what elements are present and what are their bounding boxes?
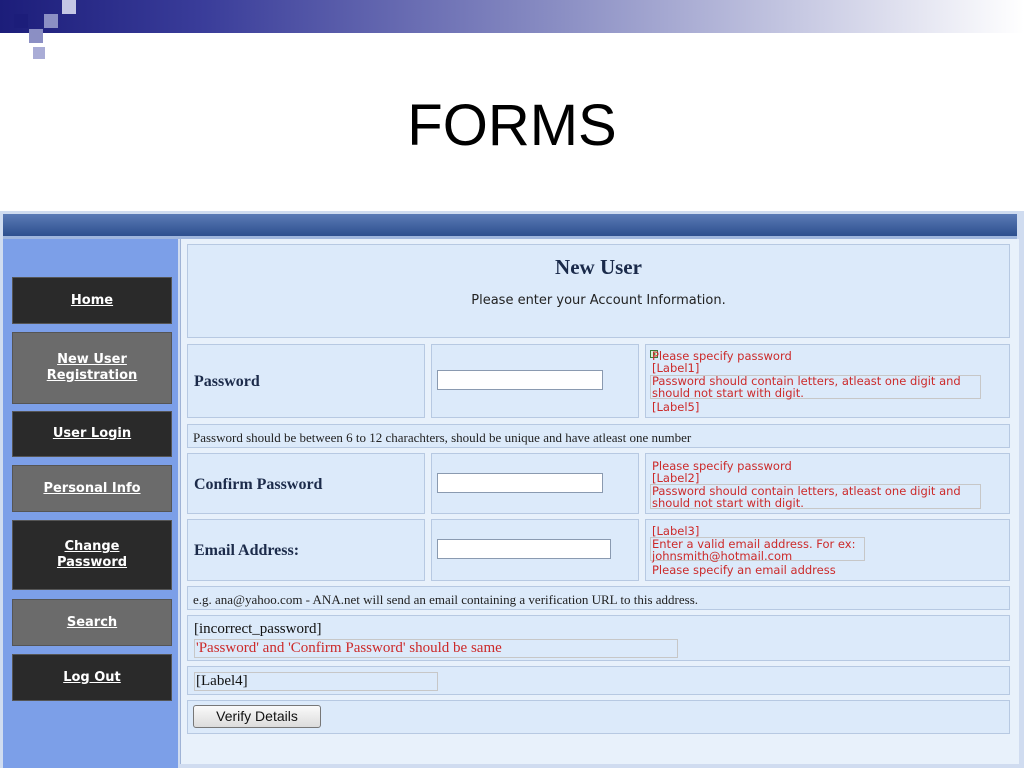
label1-text: [Label1] [652,361,700,375]
label4-cell [187,666,1010,695]
slide-header-bar [0,0,1024,33]
confirm-validator-cell [645,453,1010,514]
form-subheading: Please enter your Account Information. [471,293,726,308]
form-header [187,244,1010,338]
confirm-label-cell [187,453,425,514]
password-required-validator: Please specify password [652,349,792,363]
password-label: Password [194,373,260,390]
form-heading: New User [555,255,642,279]
password-validator-cell [645,344,1010,418]
logo-square [44,14,58,28]
sidebar [3,239,178,768]
compare-validator: 'Password' and 'Confirm Password' should be same [196,640,502,656]
incorrect-password-label: [incorrect_password] [194,621,322,637]
email-label-cell [187,519,425,581]
sidebar-item-new-user-registration[interactable]: New User Registration [12,332,172,404]
error-cell [187,615,1010,661]
label4-text: [Label4] [196,673,248,689]
password-input-cell [431,344,639,418]
confirm-input-cell [431,453,639,514]
email-label: Email Address: [194,542,300,559]
sidebar-item-search[interactable]: Search [12,599,172,646]
sidebar-item-user-login[interactable]: User Login [12,411,172,457]
main-content [180,239,1019,764]
logo-square [29,29,43,43]
email-note: e.g. ana@yahoo.com - ANA.net will send an email containing a verification URL to this address. [193,592,699,607]
app-window [0,211,1024,768]
verify-details-label: Verify Details [216,708,298,724]
email-validator-cell [645,519,1010,581]
password-format-validator: Password should contain letters, atleast one digit and should not start with digit. [652,374,961,400]
slide-title: FORMS [407,93,617,158]
sidebar-item-personal-info[interactable]: Personal Info [12,465,172,512]
logo-square [62,0,76,14]
sidebar-item-change-password[interactable]: Change Password [12,520,172,590]
label3-text: [Label3] [652,524,700,538]
confirm-required-validator: Please specify password [652,459,792,473]
email-input[interactable] [437,539,611,559]
email-input-cell [431,519,639,581]
logo-square [14,14,28,28]
confirm-password-label: Confirm Password [194,476,323,493]
password-label-cell [187,344,425,418]
password-note: Password should be between 6 to 12 charachters, should be unique and have atleast one number [193,430,692,445]
label2-text: [Label2] [652,471,700,485]
label5-text: [Label5] [652,400,700,414]
sidebar-item-home[interactable]: Home [12,277,172,324]
email-required-validator: Please specify an email address [652,563,836,577]
email-format-validator: Enter a valid email address. For ex: johnsmith@hotmail.com [652,537,856,563]
email-note-cell [187,586,1010,610]
verify-details-button[interactable] [193,705,321,728]
password-input[interactable] [437,370,603,390]
sidebar-item-log-out[interactable]: Log Out [12,654,172,701]
confirm-format-validator: Password should contain letters, atleast one digit and should not start with digit. [652,484,961,510]
logo-square [33,47,45,59]
password-note-cell [187,424,1010,448]
confirm-password-input[interactable] [437,473,603,493]
app-header-bar [3,214,1017,236]
